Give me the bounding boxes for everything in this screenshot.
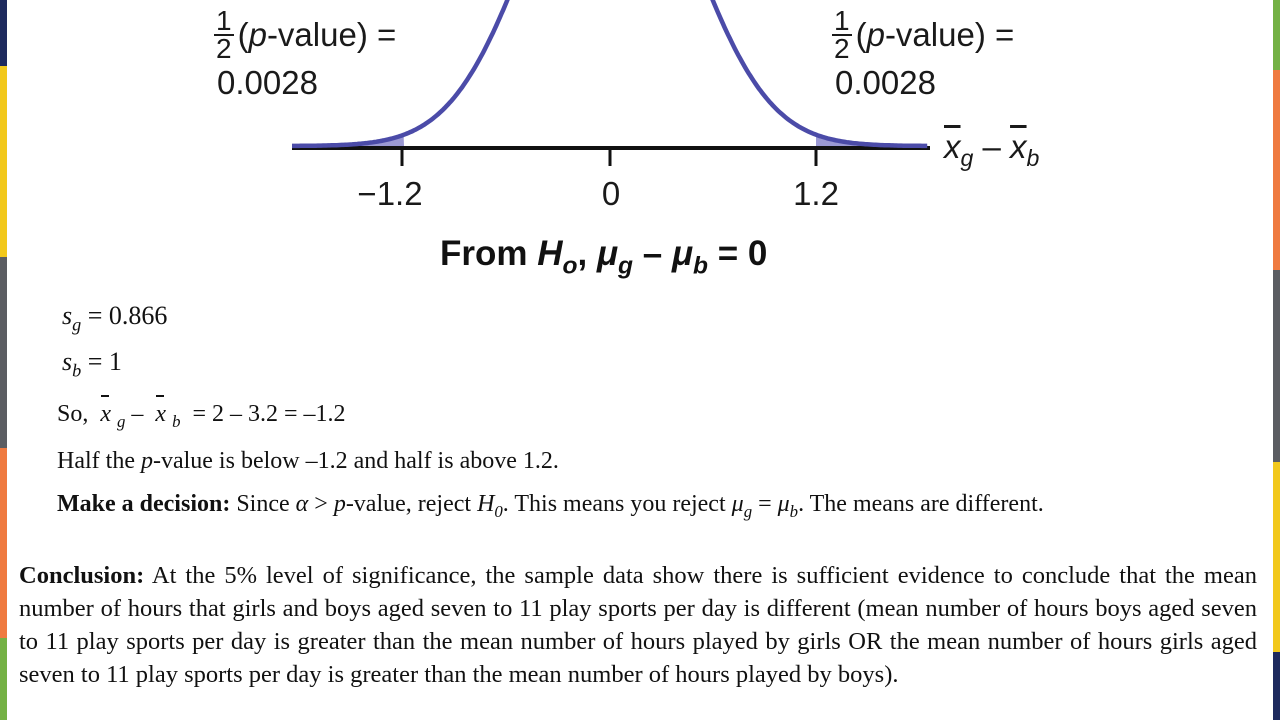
left-stripe-segment [0,448,7,638]
tick-label-neg-1-2: −1.2 [357,175,423,212]
right-stripe-segment [1273,462,1280,652]
figure-caption: From $H_o$, $\mu_g - \mu_b = 0$ [440,234,768,280]
left-stripe-segment [0,638,7,720]
x-axis-label: $\overline{x}_g - \overline{x}_b$ [944,128,1040,172]
left-stripe-segment [0,66,7,257]
left-pvalue-value: 0.0028 [217,64,318,101]
half-pvalue-statement: Half the p-value is below –1.2 and half is above 1.2. [57,448,559,474]
one-half-fraction: $\frac{1}{2}$ [216,5,232,64]
right-stripe-segment [1273,270,1280,462]
decision-heading: Make a decision: [57,491,231,517]
conclusion-heading: Conclusion: [19,562,145,589]
right-stripe-segment [1273,0,1280,70]
left-stripe-segment [0,257,7,448]
right-stripe-segment [1273,70,1280,270]
difference-of-means: So, x $_g$ – x $_b$ = 2 – 3.2 = –1.2 [57,401,346,431]
left-stripe-segment [0,0,7,66]
one-half-fraction: $\frac{1}{2}$ [834,5,850,64]
right-pvalue-label: $\frac{1}{2}$ (p-value) = [834,5,1015,64]
right-tail-annotation [832,5,1015,102]
conclusion-paragraph [19,559,1257,691]
decision-statement: Make a decision: Since α > p-value, reject $H_0$. This means you reject $\mu_g = \mu_b$. The means are different. [57,491,1044,521]
right-stripe-segment [1273,652,1280,720]
conclusion-text: At the 5% level of significance, the sample data show there is sufficient evidence to conclude that the mean number of hours that girls and boys aged seven to 11 play sports per day is different (mean number of hours boys aged seven to 11 play sports per day is greater than the mean number of hours played by girls OR the mean number of hours girls aged seven to 11 play sports per day is greater than the mean number of hours played by boys). [19,562,1257,688]
left-pvalue-label: $\frac{1}{2}$ (p-value) = [216,5,397,64]
tick-label-1-2: 1.2 [793,175,839,212]
boys-std-dev: $s_b = 1$ [62,347,122,381]
tick-label-0: 0 [601,175,621,212]
left-tail-annotation [214,5,397,102]
normal-distribution-figure [0,0,1280,290]
girls-std-dev: $s_g = 0.866$ [62,301,168,335]
right-pvalue-value: 0.0028 [835,64,936,101]
